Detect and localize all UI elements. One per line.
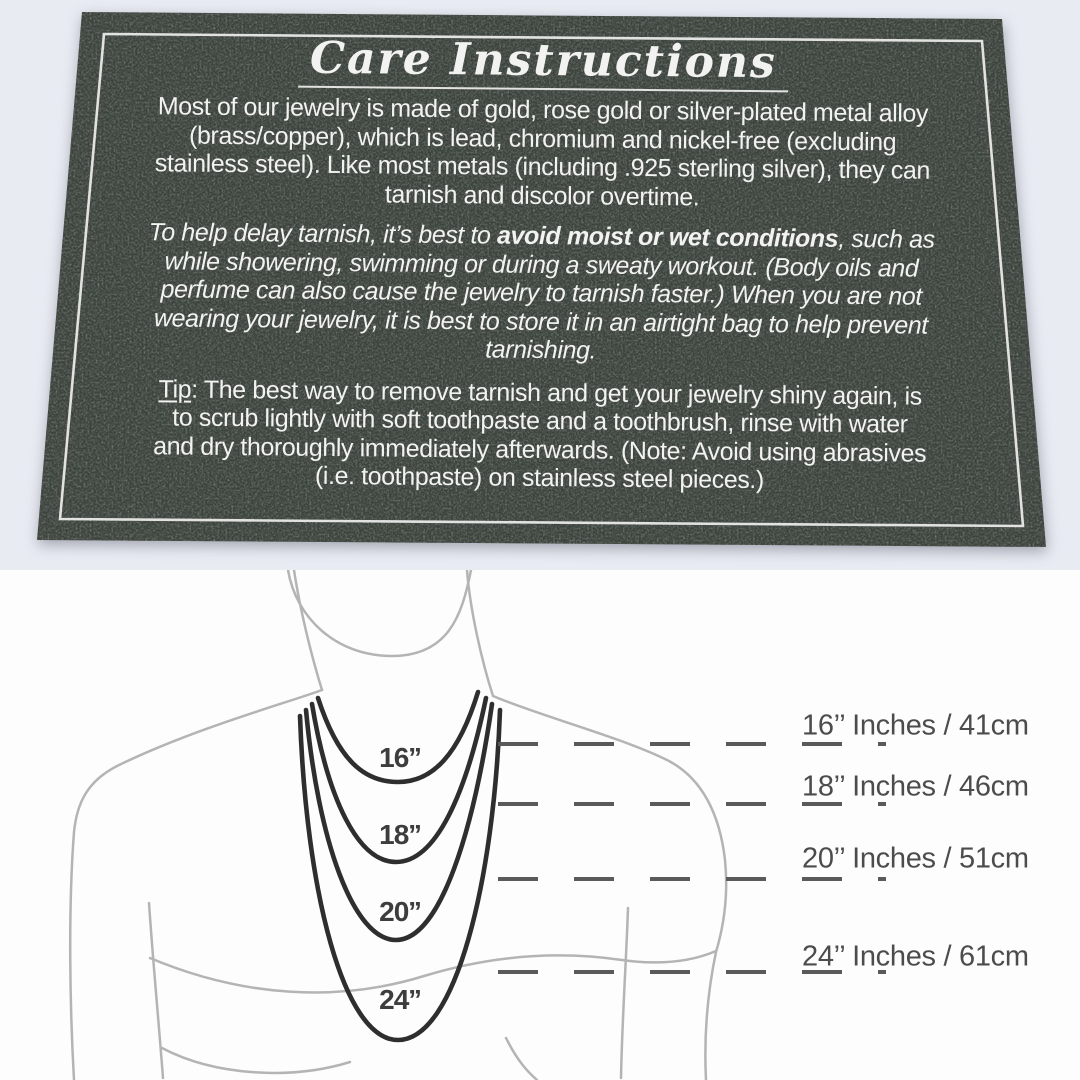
left-neck-shoulder-line [70, 570, 322, 1080]
measurement-label-20: 20’’ Inches / 51cm [802, 842, 1029, 875]
chest-line [150, 951, 716, 992]
chain-label-16: 16’’ [379, 742, 421, 773]
chain-label-18: 18’’ [379, 819, 421, 850]
diagram-artwork [0, 570, 1080, 1080]
chain-label-24: 24’’ [379, 984, 421, 1015]
card-paragraph-tarnish [75, 218, 1008, 369]
measurement-label-24: 24’’ Inches / 61cm [802, 940, 1029, 973]
left-bust-line [162, 1048, 350, 1073]
card-paragraph-materials: Most of our jewelry is made of gold, rose gold or silver-plated metal alloy (brass/copper), which is lead, chromium and nickel-free (excluding stainless steel). Like most metals (including .925 sterling silver), they can tarnish and discolor overtime. [154, 92, 931, 211]
card-paragraph-tip [73, 374, 1006, 497]
tarnish-text-bold: avoid moist or wet conditions [496, 221, 839, 253]
necklace-length-diagram [0, 570, 1080, 1080]
tarnish-text-pre: To help delay tarnish, it’s best to [148, 218, 498, 250]
tip-text: : The best way to remove tarnish and get your jewelry shiny again, is to scrub lightly with soft toothpaste and a toothbrush, rinse with water and dry thoroughly immediately afterwards. (Note: Avoid using abrasives (i.e. toothpaste) on stainless steel pieces.) [153, 375, 927, 495]
tip-label: Tip [158, 374, 192, 404]
right-bust-line [506, 1038, 537, 1080]
tarnish-text-post: , such as while showering, swimming or during a sweaty workout. (Body oils and perfume can also cause the jewelry to tarnish faster.) When you are not wearing your jewelry, it is best to store it in an airtight bag to help prevent tarnishing. [153, 224, 935, 365]
measurement-label-18: 18’’ Inches / 46cm [802, 770, 1029, 803]
card-title-row [77, 34, 1009, 95]
measurement-label-16: 16’’ Inches / 41cm [802, 709, 1029, 742]
chain-label-20: 20’’ [379, 896, 421, 927]
right-inner-arm-line [621, 908, 628, 1078]
right-neck-shoulder-line [467, 570, 726, 1080]
left-inner-arm-line [149, 903, 163, 1078]
card-text-block [73, 0, 1010, 497]
chin-line [288, 570, 471, 656]
card-title: Care Instructions [298, 36, 789, 93]
